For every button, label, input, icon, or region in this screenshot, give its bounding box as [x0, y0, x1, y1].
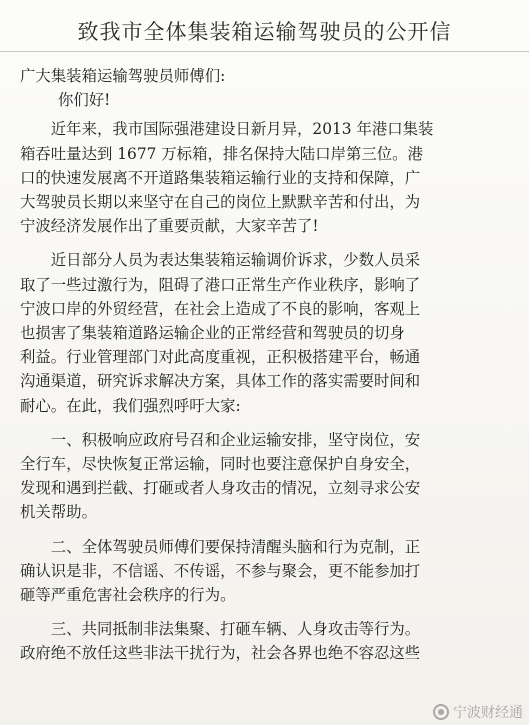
text-line: 箱吞吐量达到 1677 万标箱，排名保持大陆口岸第三位。港 — [20, 144, 423, 163]
text-line: 政府绝不放任这些非法干扰行为，社会各界也绝不容忍这些 — [20, 644, 421, 663]
text-line: 近日部分人员为表达集装箱运输调价诉求，少数人员采 — [20, 251, 421, 270]
greeting: 你们好! — [58, 91, 111, 110]
text-line: 发现和遇到拦截、打砸或者人身攻击的情况，立刻寻求公安 — [20, 479, 421, 498]
logo-circle-icon — [433, 704, 449, 720]
text-line: 二、全体驾驶员师傅们要保持清醒头脑和行为克制，正 — [20, 537, 421, 556]
watermark — [433, 702, 523, 722]
text-line: 口的快速发展离不开道路集装箱运输行业的支持和保障，广 — [20, 168, 421, 187]
text-line: 近年来，我市国际强港建设日新月异，2013 年港口集装 — [20, 120, 434, 139]
text-line: 一、积极响应政府号召和企业运输安排，坚守岗位，安 — [20, 430, 421, 449]
paragraph-3 — [20, 428, 460, 525]
text-line: 沟通渠道，研究诉求解决方案，具体工作的落实需要时间和 — [20, 372, 421, 391]
document-title: 致我市全体集装箱运输驾驶员的公开信 — [77, 20, 452, 44]
text-line: 砸等严重危害社会秩序的行为。 — [20, 586, 236, 605]
text-line: 耐心。在此，我们强烈呼吁大家: — [20, 396, 241, 415]
text-line: 全行车，尽快恢复正常运输，同时也要注意保护自身安全， — [20, 455, 421, 474]
paragraph-4 — [20, 535, 460, 608]
paragraph-2 — [20, 248, 460, 417]
title-divider — [0, 51, 529, 52]
text-line: 利益。行业管理部门对此高度重视，正积极搭建平台，畅通 — [20, 348, 421, 367]
watermark-text: 宁波财经通 — [453, 705, 523, 721]
text-line: 宁波口岸的外贸经营，在社会上造成了不良的影响，客观上 — [20, 299, 421, 318]
letter-body — [20, 64, 460, 676]
text-line: 宁波经济发展作出了重要贡献，大家辛苦了! — [20, 217, 319, 236]
paragraph-5 — [20, 617, 460, 665]
text-line: 机关帮助。 — [20, 503, 97, 522]
text-line: 也损害了集装箱道路运输企业的正常经营和驾驶员的切身 — [20, 324, 405, 343]
text-line: 取了一些过激行为，阻碍了港口正常生产作业秩序，影响了 — [20, 275, 421, 294]
salutation: 广大集装箱运输驾驶员师傅们: — [20, 67, 226, 85]
text-line: 确认识是非，不信谣、不传谣，不参与聚会，更不能参加打 — [20, 561, 421, 580]
text-line: 大驾驶员长期以来坚守在自己的岗位上默默辛苦和付出，为 — [20, 193, 421, 212]
text-line: 三、共同抵制非法集聚、打砸车辆、人身攻击等行为。 — [20, 620, 421, 639]
paragraph-1 — [20, 117, 460, 238]
